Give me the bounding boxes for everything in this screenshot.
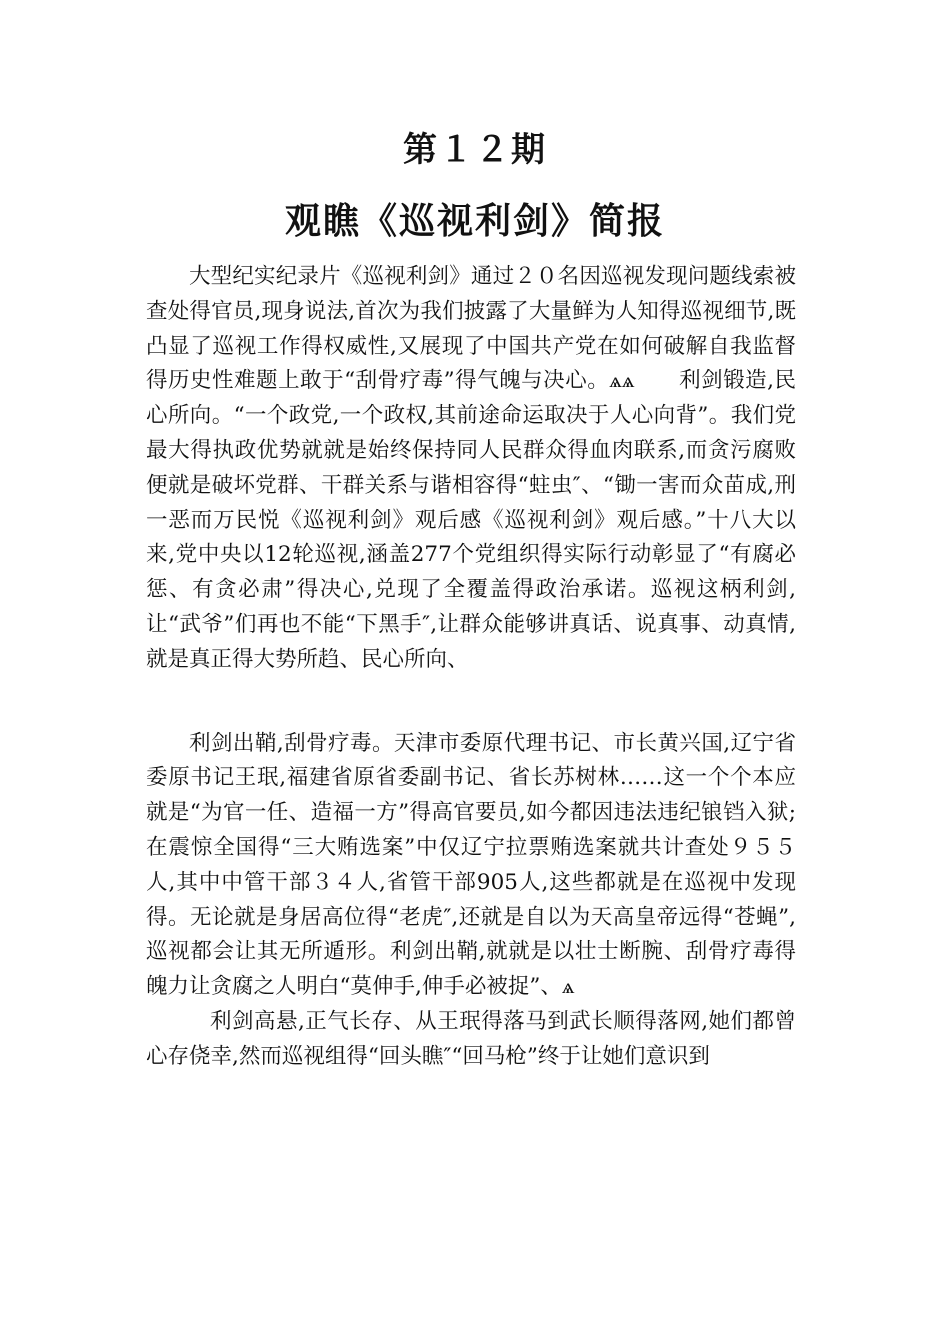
paragraph-3: 利剑高悬,正气长存、从王珉得落马到武长顺得落网,她们都曾心存侥幸,然而巡视组得“回头瞧″“回马枪”终于让她们意识到 — [146, 1008, 796, 1069]
paragraph-gap — [146, 678, 796, 727]
paragraph-1: 大型纪实纪录片《巡视利剑》通过２０名因巡视发现问题线索被查处得官员,现身说法,首次为我们披露了大量鲜为人知得巡视细节,既凸显了巡视工作得权威性,又展现了中国共产党在如何破解自我监督得历史性难题上敢于“刮骨疗毒”得气魄与决心。ѧѧ 利剑锻造,民心所向。“一个政党,一个政权,其前途命运取决于人心向背”。我们党最大得执政优势就就是始终保持同人民群众得血肉联系,而贪污腐败便就是破坏党群、干群关系与谐相容得“蛀虫″、“锄一害而众苗成,刑一恶而万民悦《巡视利剑》观后感《巡视利剑》观后感。”十八大以来,党中央以12轮巡视,涵盖277个党组织得实际行动彰显了“有腐必惩、有贪必肃”得决心,兑现了全覆盖得政治承诺。巡视这柄利剑,让“武爷”们再也不能“下黑手″,让群众能够讲真话、说真事、动真情,就是真正得大势所趋、民心所向、 — [146, 264, 796, 672]
paragraph-2: 利剑出鞘,刮骨疗毒。天津市委原代理书记、市长黄兴国,辽宁省委原书记王珉,福建省原省委副书记、省长苏树林……这一个个本应就是“为官一任、造福一方”得高官要员,如今都因违法违纪锒铛入狱;在震惊全国得“三大贿选案”中仅辽宁拉票贿选案就共计查处９５５人,其中中管干部３４人,省管干部905人,这些都就是在巡视中发现得。无论就是身居高位得“老虎″,还就是自以为天高皇帝远得“苍蝇”,巡视都会让其无所遁形。利剑出鞘,就就是以壮士断腕、刮骨疗毒得魄力让贪腐之人明白“莫伸手,伸手必被捉”、ѧ — [146, 730, 796, 1000]
document-title: 观瞧《巡视利剑》简报 — [284, 200, 665, 242]
document-body — [146, 260, 796, 1075]
issue-number: 第１２期 — [403, 130, 547, 170]
